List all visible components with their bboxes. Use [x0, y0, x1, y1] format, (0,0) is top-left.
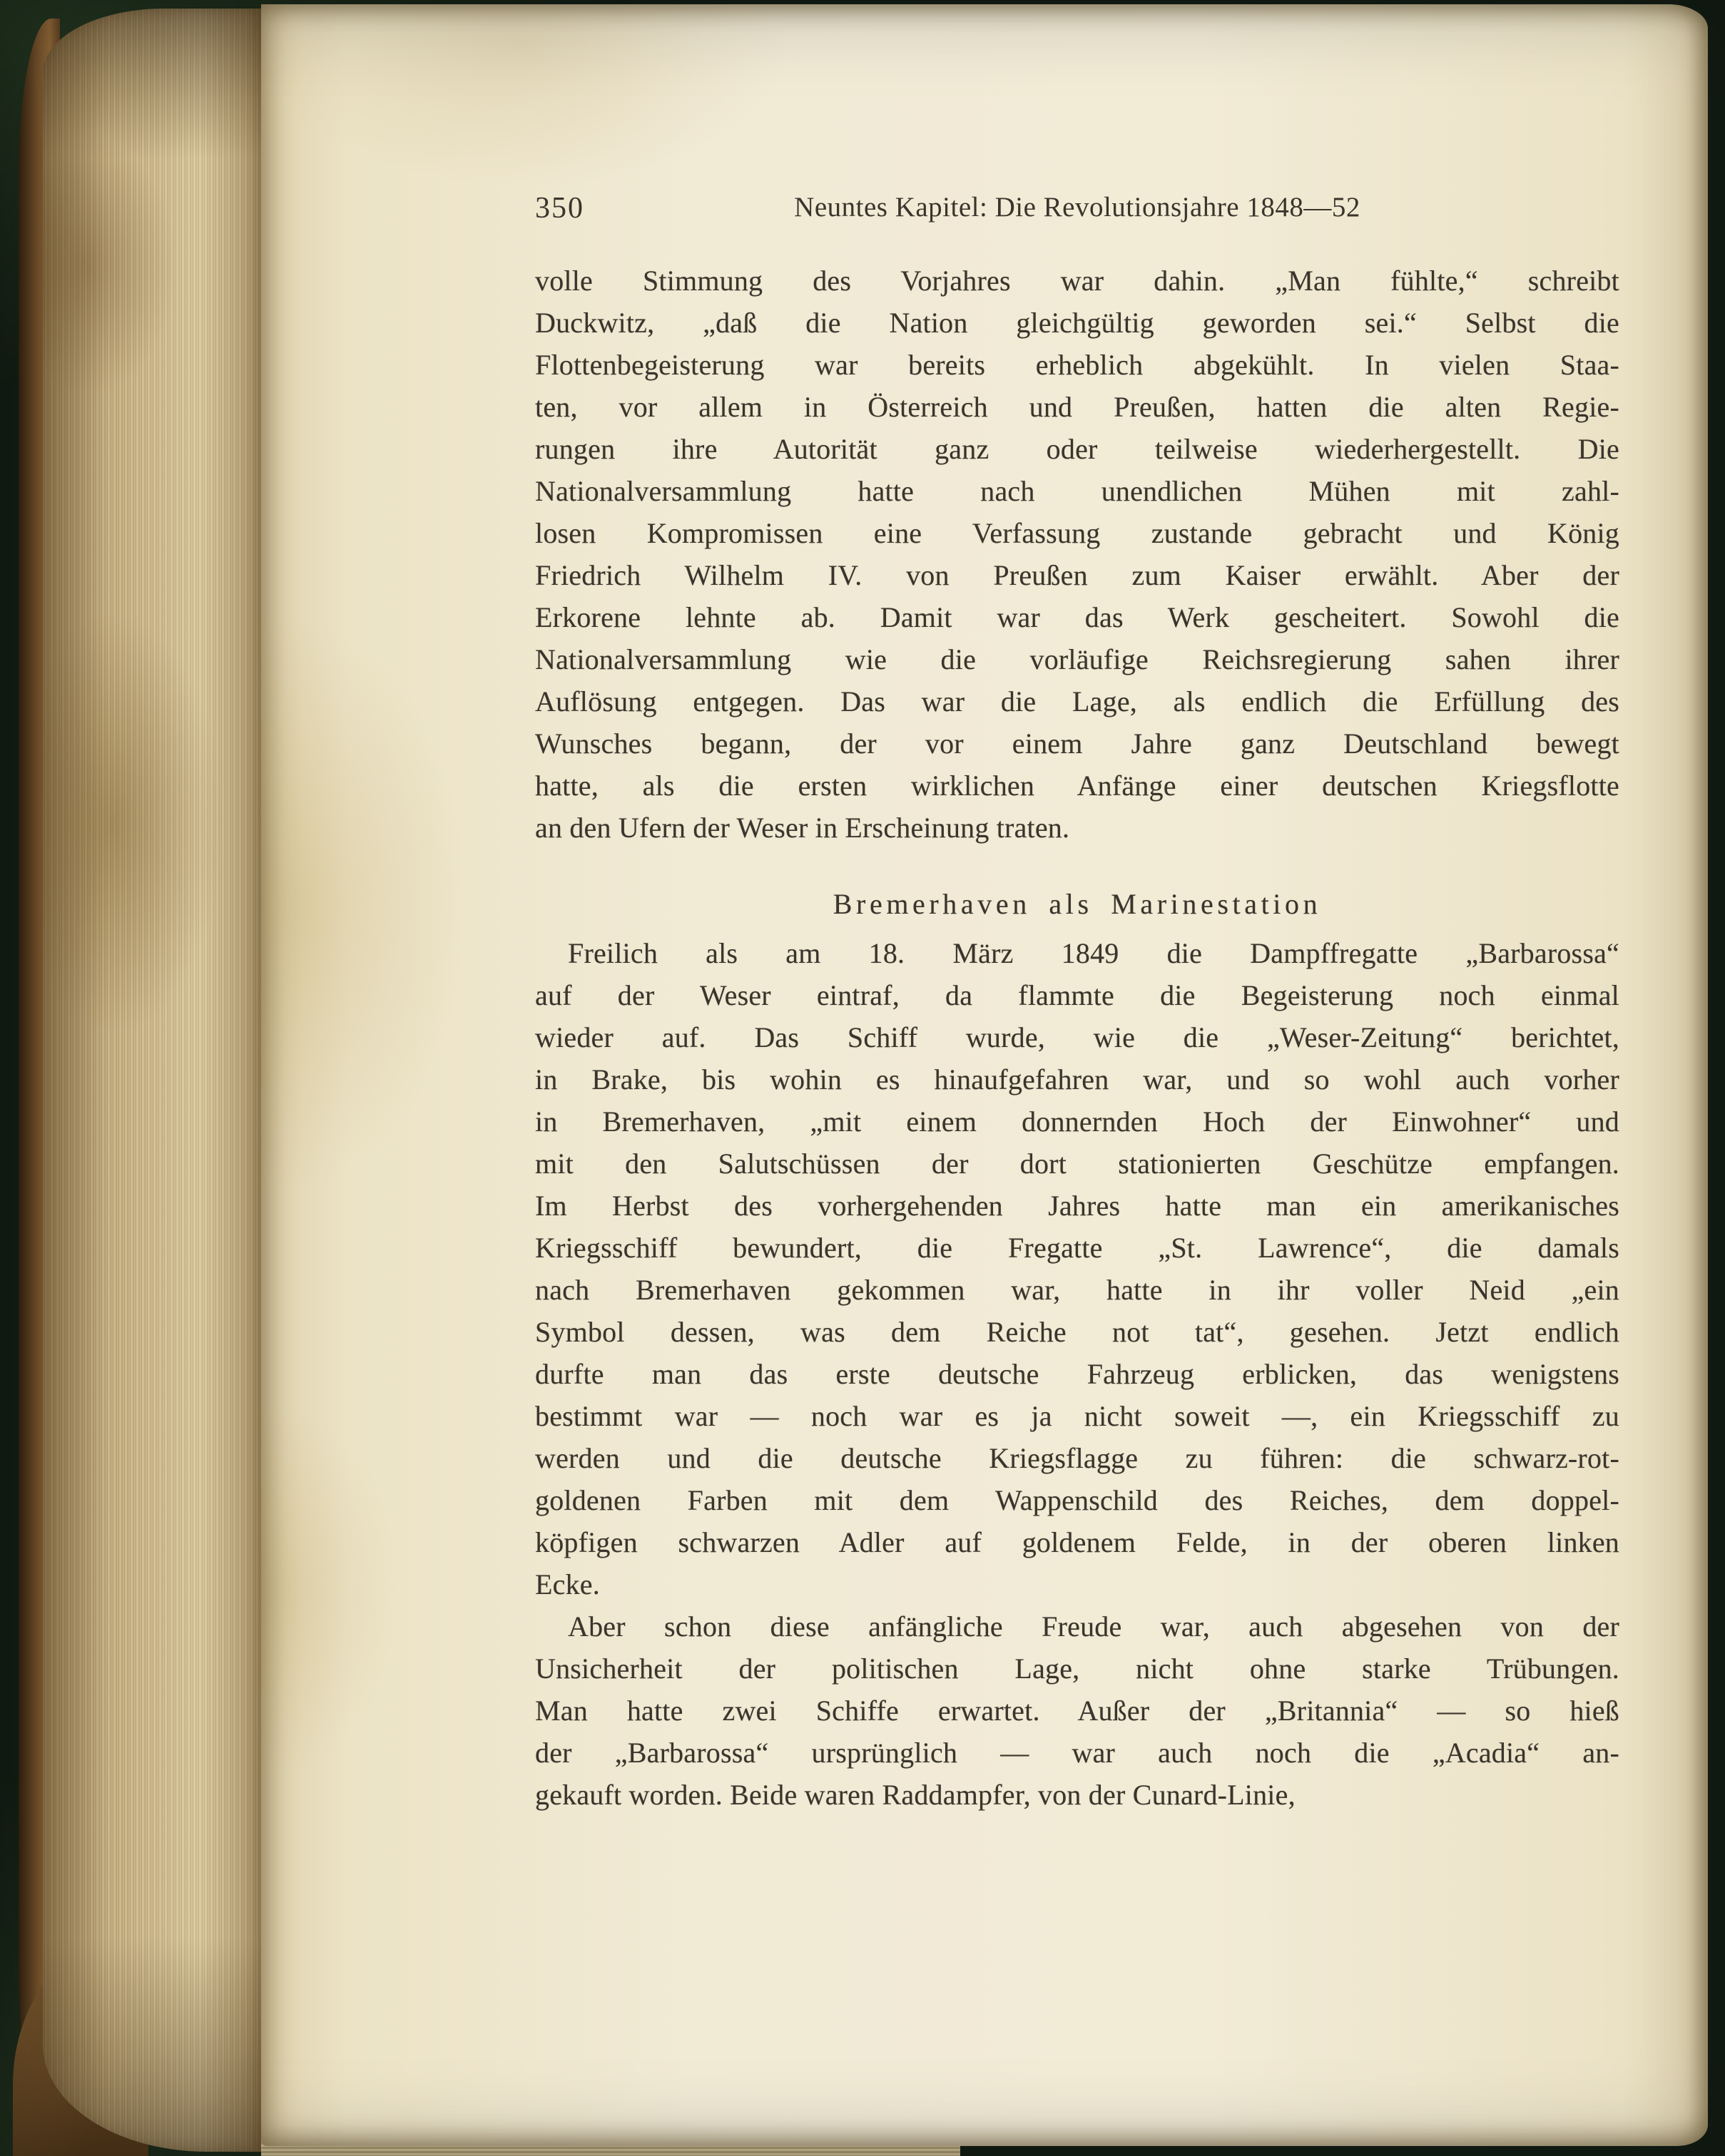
text-line: durfte man das erste deutsche Fahrzeug erblicken, das wenigstens	[535, 1358, 1619, 1390]
text-line: Unsicherheit der politischen Lage, nicht ohne starke Trübungen.	[535, 1652, 1619, 1685]
text-line: volle Stimmung des Vorjahres war dahin. „Man fühlte,“ schreibt	[535, 265, 1619, 297]
text-line: Duckwitz, „daß die Nation gleichgültig geworden sei.“ Selbst die	[535, 307, 1619, 339]
text-line: in Bremerhaven, „mit einem donnernden Hoch der Einwohner“ und	[535, 1105, 1619, 1138]
paragraph	[535, 932, 1619, 1605]
text-line: mit den Salutschüssen der dort stationierten Geschütze empfangen.	[535, 1148, 1619, 1180]
text-line: Freilich als am 18. März 1849 die Dampffregatte „Barbarossa“	[568, 937, 1619, 969]
text-line: rungen ihre Autorität ganz oder teilweise wiederhergestellt. Die	[535, 433, 1619, 465]
page-header	[535, 191, 1619, 234]
text-line: nach Bremerhaven gekommen war, hatte in ihr voller Neid „ein	[535, 1274, 1619, 1306]
text-line: Nationalversammlung wie die vorläufige Reichsregierung sahen ihrer	[535, 643, 1619, 675]
page-stack-edge	[43, 9, 263, 2152]
text-line: an den Ufern der Weser in Erscheinung traten.	[535, 812, 1070, 844]
text-line: Im Herbst des vorhergehenden Jahres hatte man ein amerikanisches	[535, 1190, 1619, 1222]
text-line: Man hatte zwei Schiffe erwartet. Außer der „Britannia“ — so hieß	[535, 1695, 1619, 1727]
text-line: ten, vor allem in Österreich und Preußen, hatten die alten Regie-	[535, 391, 1619, 423]
text-line: der „Barbarossa“ ursprünglich — war auch noch die „Acadia“ an-	[535, 1737, 1619, 1769]
text-line: Symbol dessen, was dem Reiche not tat“, gesehen. Jetzt endlich	[535, 1316, 1619, 1348]
text-line: werden und die deutsche Kriegsflagge zu führen: die schwarz-rot-	[535, 1442, 1619, 1474]
running-header: Neuntes Kapitel: Die Revolutionsjahre 1848—52	[794, 192, 1360, 223]
text-line: goldenen Farben mit dem Wappenschild des Reiches, dem doppel-	[535, 1484, 1619, 1516]
text-block	[535, 260, 1619, 1816]
text-line: in Brake, bis wohin es hinaufgefahren war, und so wohl auch vorher	[535, 1063, 1619, 1095]
text-line: Erkorene lehnte ab. Damit war das Werk gescheitert. Sowohl die	[535, 601, 1619, 633]
text-line: losen Kompromissen eine Verfassung zustande gebracht und König	[535, 517, 1619, 549]
text-line: Nationalversammlung hatte nach unendlichen Mühen mit zahl-	[535, 475, 1619, 507]
text-line: Kriegsschiff bewundert, die Fregatte „St. Lawrence“, die damals	[535, 1232, 1619, 1264]
paragraph	[535, 1605, 1619, 1816]
text-line: Friedrich Wilhelm IV. von Preußen zum Kaiser erwählt. Aber der	[535, 559, 1619, 591]
text-line: bestimmt war — noch war es ja nicht soweit —, ein Kriegsschiff zu	[535, 1400, 1619, 1432]
section-heading: Bremerhaven als Marinestation	[833, 888, 1322, 920]
text-line: köpfigen schwarzen Adler auf goldenem Felde, in der oberen linken	[535, 1526, 1619, 1558]
text-line: hatte, als die ersten wirklichen Anfänge einer deutschen Kriegsflotte	[535, 770, 1619, 802]
page-number: 350	[535, 192, 584, 225]
text-line: Auflösung entgegen. Das war die Lage, als endlich die Erfüllung des	[535, 685, 1619, 717]
text-line: Flottenbegeisterung war bereits erheblich abgekühlt. In vielen Staa-	[535, 349, 1619, 381]
text-line: wieder auf. Das Schiff wurde, wie die „Weser-Zeitung“ berichtet,	[535, 1021, 1619, 1053]
text-line: auf der Weser eintraf, da flammte die Begeisterung noch einmal	[535, 979, 1619, 1011]
paragraph	[535, 260, 1619, 849]
text-line: Ecke.	[535, 1568, 600, 1600]
text-line: gekauft worden. Beide waren Raddampfer, von der Cunard-Linie,	[535, 1779, 1296, 1811]
text-line: Wunsches begann, der vor einem Jahre ganz Deutschland bewegt	[535, 727, 1619, 760]
text-line: Aber schon diese anfängliche Freude war, auch abgesehen von der	[568, 1610, 1619, 1642]
book-page	[261, 4, 1708, 2146]
